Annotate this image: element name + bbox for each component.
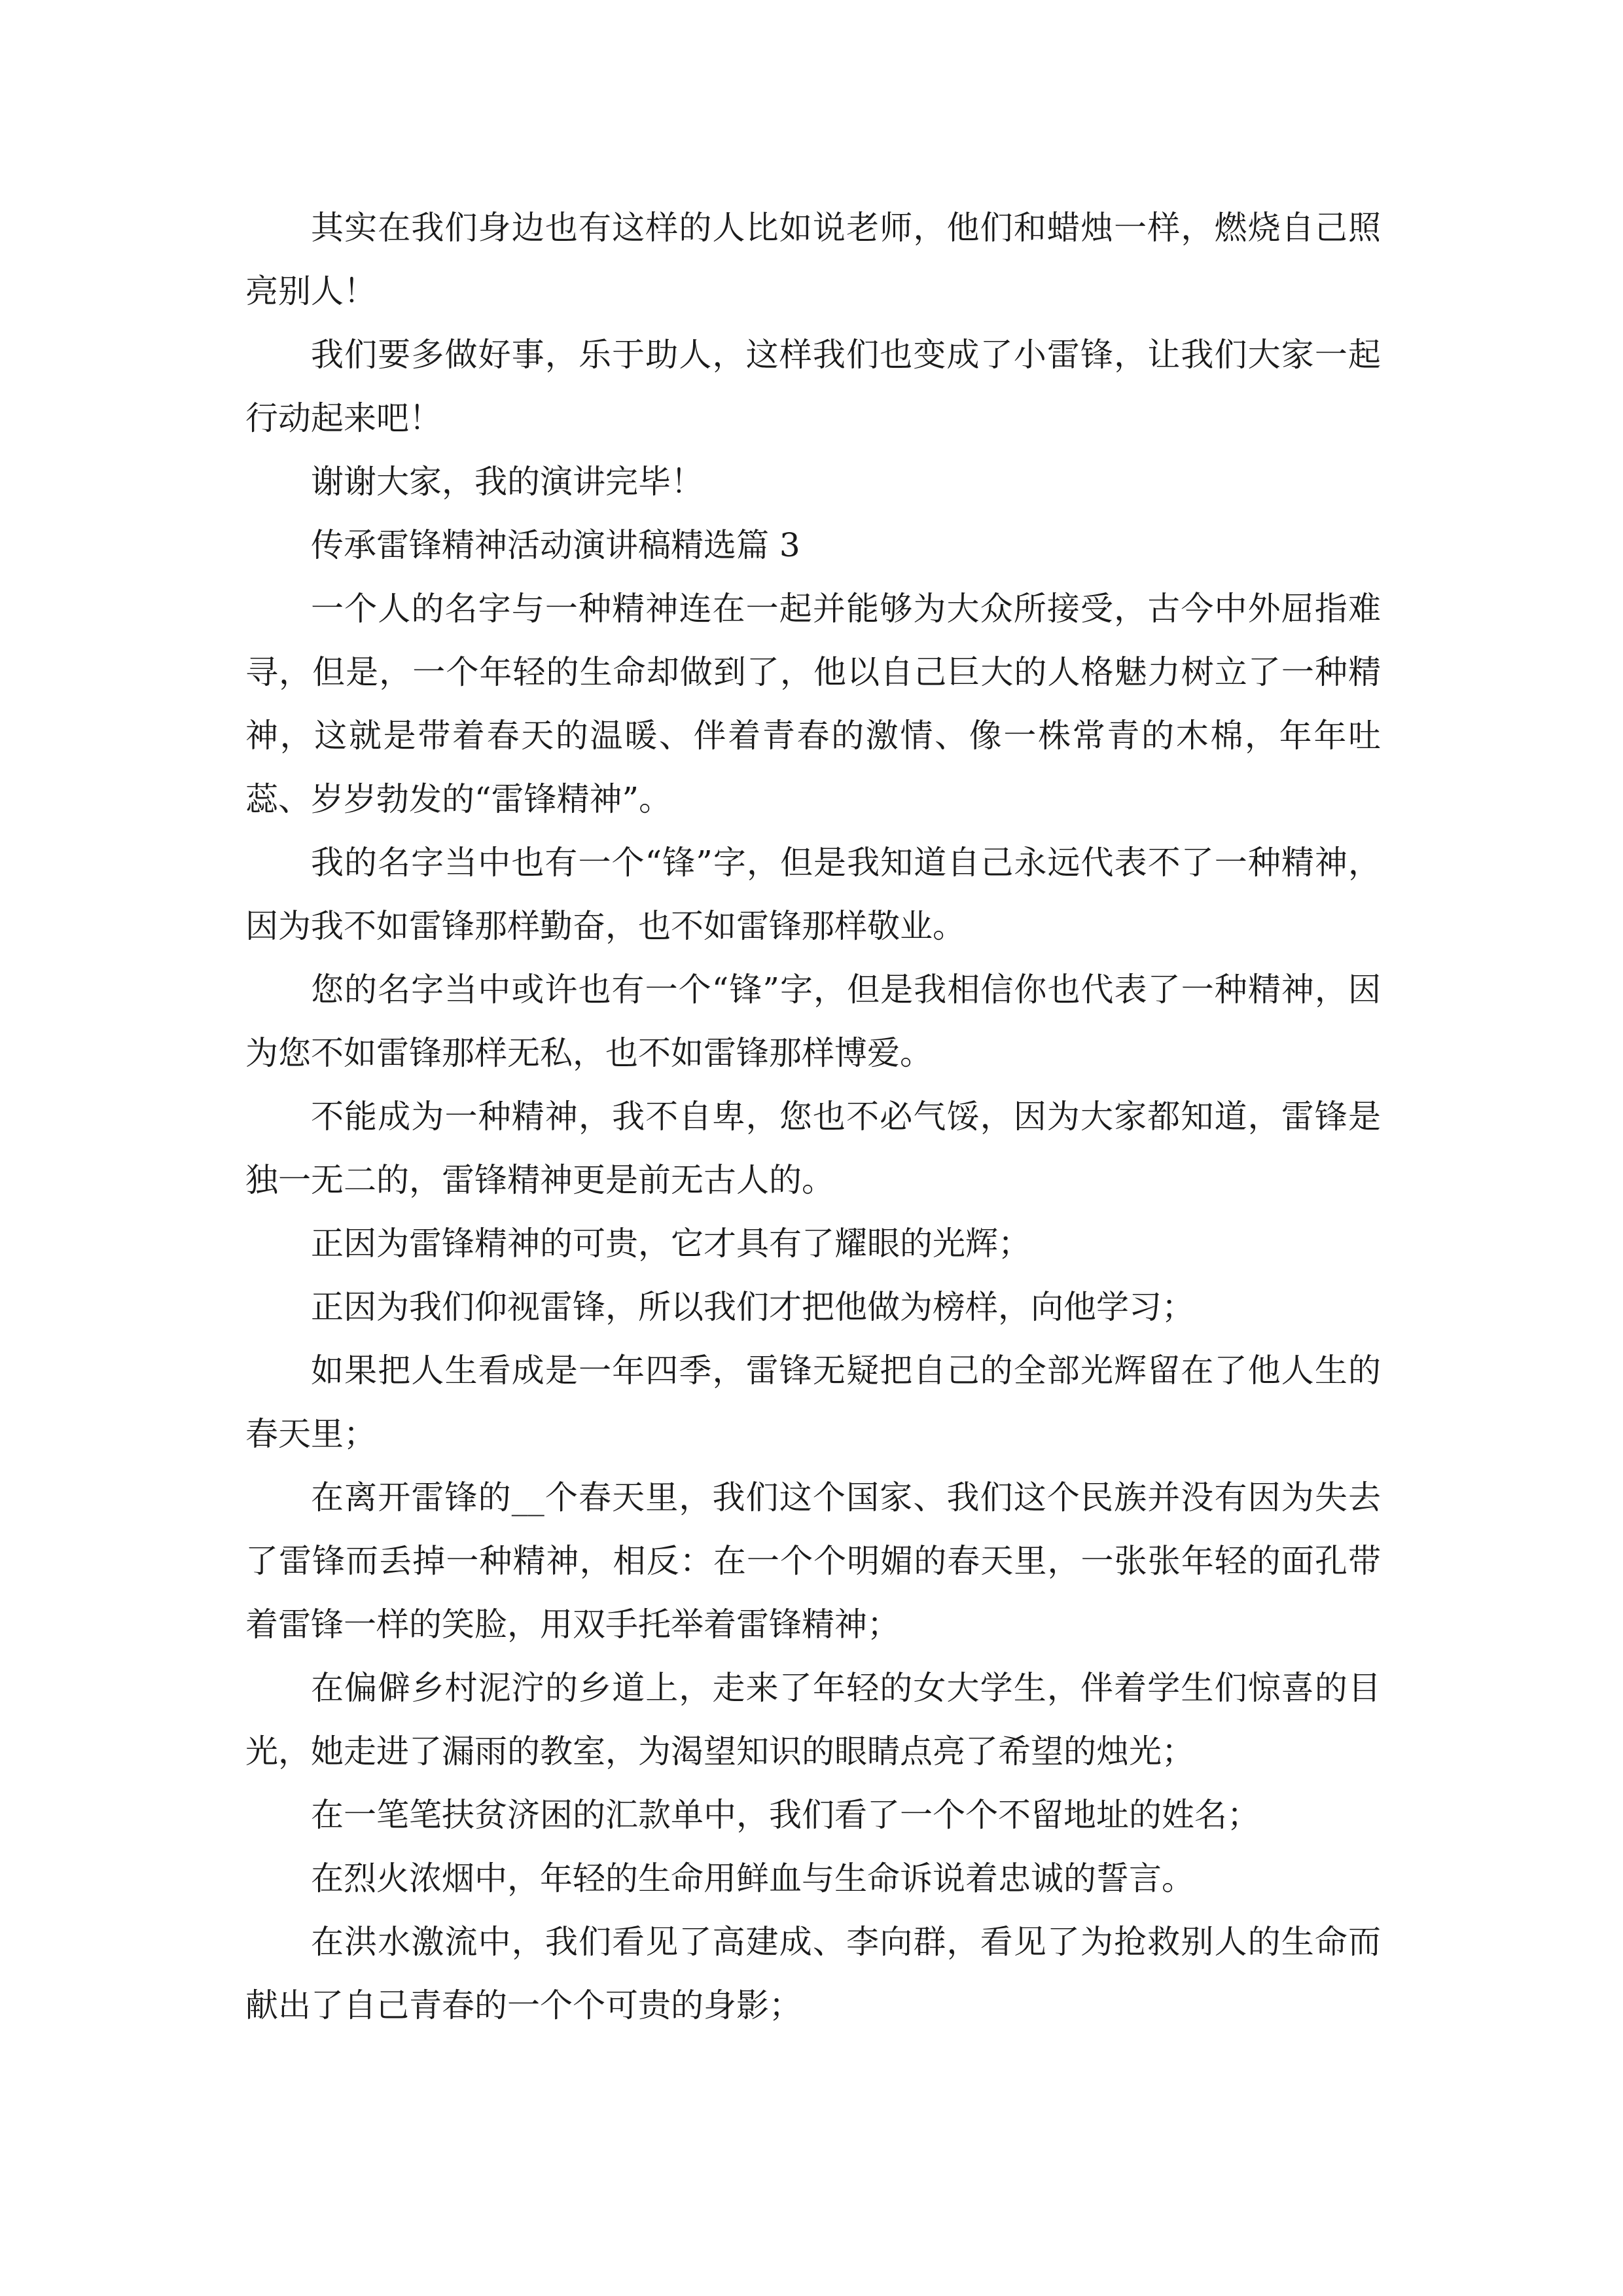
paragraph: 在烈火浓烟中，年轻的生命用鲜血与生命诉说着忠诚的誓言。 [311, 1859, 1194, 1897]
paragraph: 不能成为一种精神，我不自卑，您也不必气馁，因为大家都知道，雷锋是独一无二的，雷锋精神更是前无古人的。 [245, 1098, 1381, 1199]
paragraph: 如果把人生看成是一年四季，雷锋无疑把自己的全部光辉留在了他人生的春天里； [245, 1352, 1381, 1453]
paragraph: 我的名字当中也有一个“锋”字，但是我知道自己永远代表不了一种精神，因为我不如雷锋那样勤奋，也不如雷锋那样敬业。 [245, 844, 1381, 945]
paragraph: 我们要多做好事，乐于助人，这样我们也变成了小雷锋，让我们大家一起行动起来吧！ [245, 336, 1381, 437]
paragraph: 在一笔笔扶贫济困的汇款单中，我们看了一个个不留地址的姓名； [311, 1796, 1260, 1834]
paragraph: 在洪水激流中，我们看见了高建成、李向群，看见了为抢救别人的生命而献出了自己青春的一个个可贵的身影； [245, 1923, 1381, 2024]
section-title: 传承雷锋精神活动演讲稿精选篇 3 [311, 526, 800, 564]
paragraph: 一个人的名字与一种精神连在一起并能够为大众所接受，古今中外屈指难寻，但是，一个年轻的生命却做到了，他以自己巨大的人格魅力树立了一种精神，这就是带着春天的温暖、伴着青春的激情、像一株常青的木棉，年年吐蕊、岁岁勃发的“雷锋精神”。 [245, 590, 1381, 818]
paragraph: 您的名字当中或许也有一个“锋”字，但是我相信你也代表了一种精神，因为您不如雷锋那样无私，也不如雷锋那样博爱。 [245, 971, 1381, 1072]
paragraph: 正因为雷锋精神的可贵，它才具有了耀眼的光辉； [311, 1225, 1031, 1263]
paragraph: 在偏僻乡村泥泞的乡道上，走来了年轻的女大学生，伴着学生们惊喜的目光，她走进了漏雨的教室，为渴望知识的眼睛点亮了希望的烛光； [245, 1669, 1381, 1770]
paragraph: 其实在我们身边也有这样的人比如说老师，他们和蜡烛一样，燃烧自己照亮别人！ [245, 209, 1381, 310]
document-body [245, 196, 1381, 2037]
paragraph: 谢谢大家，我的演讲完毕！ [311, 463, 704, 501]
paragraph: 正因为我们仰视雷锋，所以我们才把他做为榜样，向他学习； [311, 1288, 1194, 1326]
paragraph: 在离开雷锋的__个春天里，我们这个国家、我们这个民族并没有因为失去了雷锋而丢掉一种精神，相反：在一个个明媚的春天里，一张张年轻的面孔带着雷锋一样的笑脸，用双手托举着雷锋精神； [245, 1479, 1381, 1643]
